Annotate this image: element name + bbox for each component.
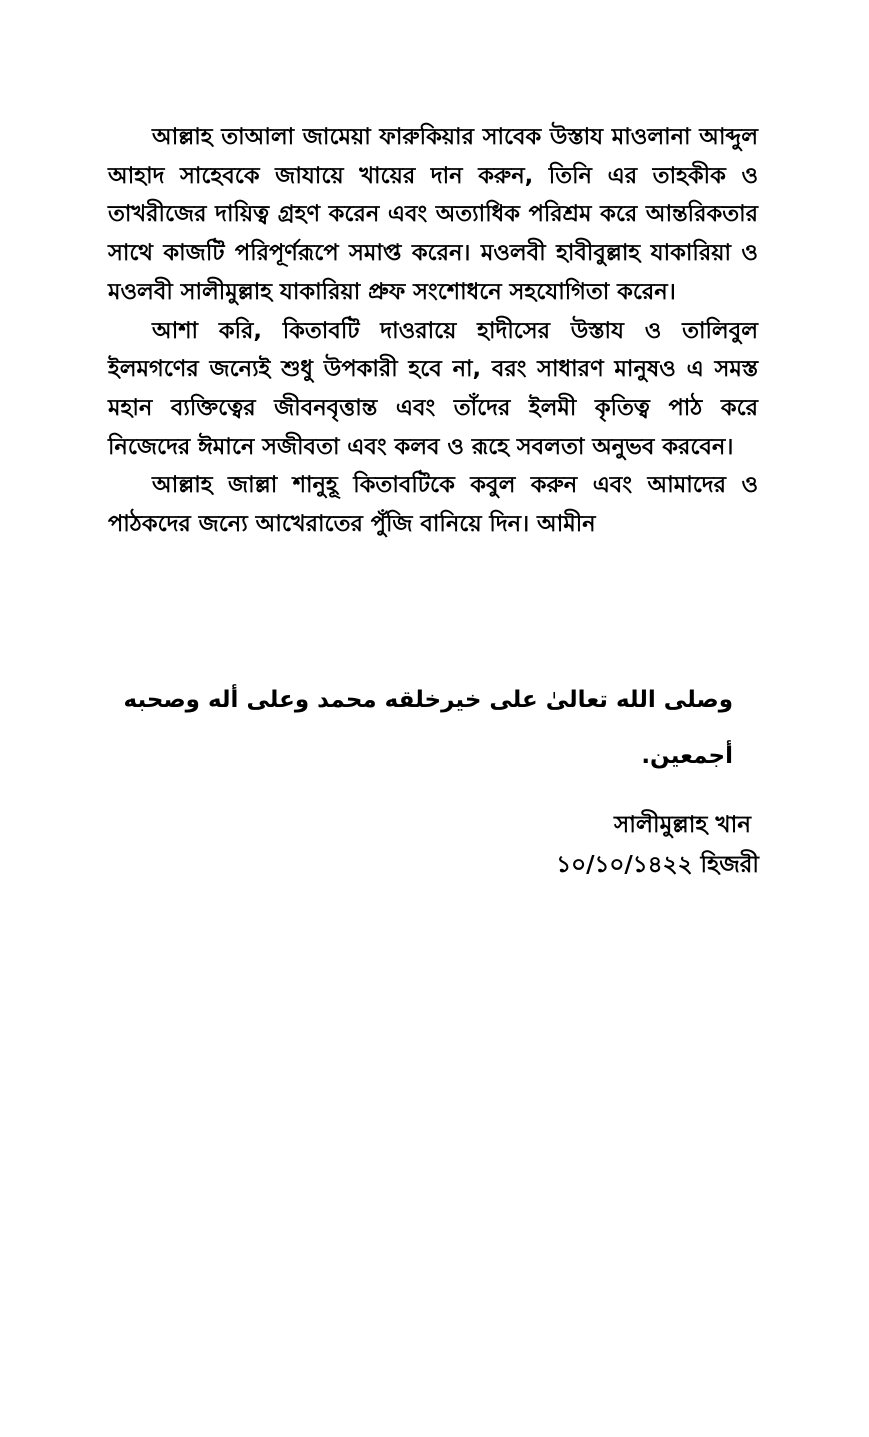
paragraph-acknowledgement: আল্লাহ তাআলা জামেয়া ফারুকিয়ার সাবেক উস্তায মাওলানা আব্দুল আহাদ সাহেবকে জাযায়ে খায়ের দান করুন, তিনি এর তাহকীক ও তাখরীজের দায়িত্ব গ্রহণ করেন এবং অত্যাধিক পরিশ্রম করে আন্তরিকতার সাথে কাজটি পরিপূর্ণরূপে সমাপ্ত করেন। মওলবী হাবীবুল্লাহ যাকারিয়া ও মওলবী সালীমুল্লাহ যাকারিয়া প্রুফ সংশোধনে সহযোগিতা করেন। [108, 124, 758, 305]
arabic-blessing: وصلى الله تعالىٰ على خيرخلقه محمد وعلى أله وصحبه أجمعين. [123, 687, 733, 769]
body-text [108, 118, 758, 544]
signature-block [556, 805, 759, 885]
paragraph-hope: আশা করি, কিতাবটি দাওরায়ে হাদীসের উস্তায ও তালিবুল ইলমগণের জন্যেই শুধু উপকারী হবে না, বরং সাধারণ মানুষও এ সমস্ত মহান ব্যক্তিত্বের জীবনবৃত্তান্ত এবং তাঁদের ইলমী কৃতিত্ব পাঠ করে নিজেদের ঈমানে সজীবতা এবং কলব ও রূহে সবলতা অনুভব করবেন। [108, 317, 758, 460]
signature-name: সালীমুল্লাহ খান [614, 812, 751, 838]
paragraph-prayer: আল্লাহ জাল্লা শানুহূ কিতাবটিকে কবুল করুন এবং আমাদের ও পাঠকদের জন্যে আখেরাতের পুঁজি বানিয়ে দিন। আমীন [108, 472, 758, 538]
signature-date: ১০/১০/১৪২২ হিজরী [556, 852, 759, 878]
